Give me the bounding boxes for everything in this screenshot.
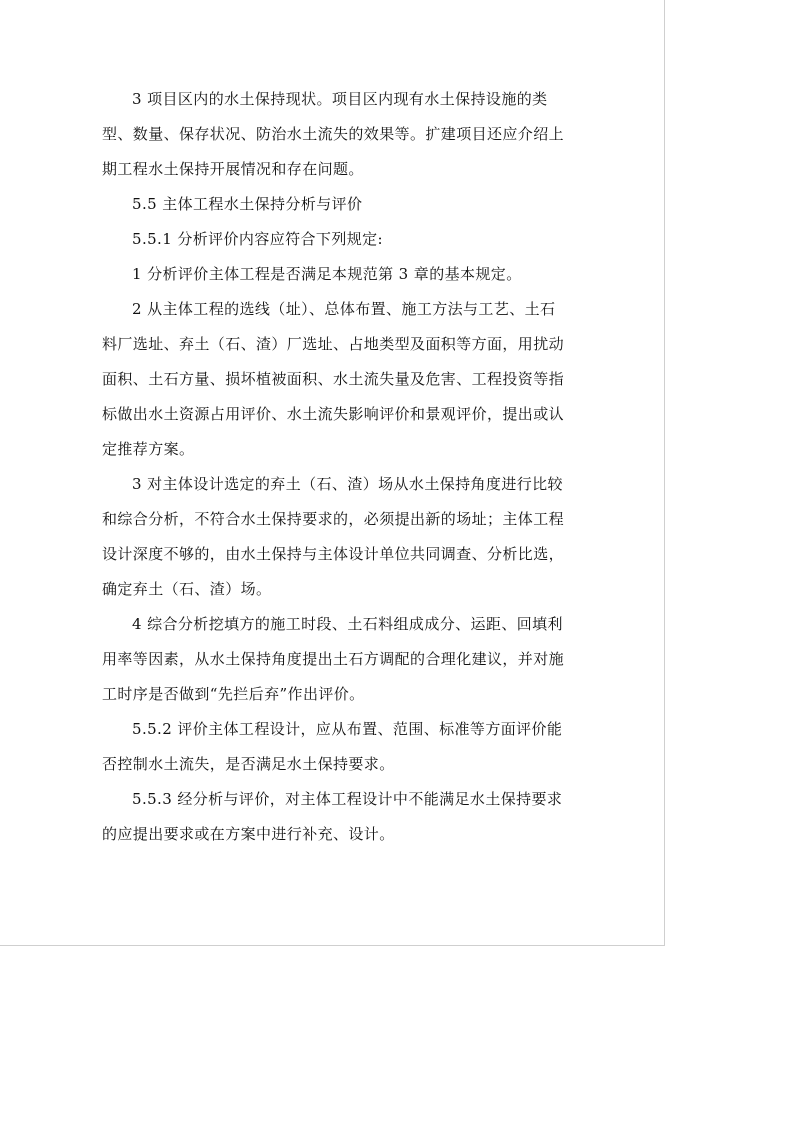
text-line: 料厂选址、弃土（石、渣）厂选址、占地类型及面积等方面，用扰动 xyxy=(102,335,565,353)
text-line: 面积、土石方量、损坏植被面积、水土流失量及危害、工程投资等指 xyxy=(102,370,565,388)
section-heading: 5.5 主体工程水土保持分析与评价 xyxy=(132,195,363,213)
text-line: 的应提出要求或在方案中进行补充、设计。 xyxy=(102,825,395,843)
text-line: 型、数量、保存状况、防治水土流失的效果等。扩建项目还应介绍上 xyxy=(102,125,565,143)
text-line: 3 对主体设计选定的弃土（石、渣）场从水土保持角度进行比较 xyxy=(132,475,563,493)
clause-heading: 5.5.2 评价主体工程设计，应从布置、范围、标准等方面评价能 xyxy=(132,720,563,738)
clause-heading: 5.5.1 分析评价内容应符合下列规定: xyxy=(132,230,383,248)
text-line: 和综合分析，不符合水土保持要求的，必须提出新的场址；主体工程 xyxy=(102,510,565,528)
text-line: 用率等因素，从水土保持角度提出土石方调配的合理化建议，并对施 xyxy=(102,650,565,668)
text-line: 否控制水土流失，是否满足水土保持要求。 xyxy=(102,755,395,773)
text-line: 工时序是否做到“先拦后弃”作出评价。 xyxy=(102,685,365,703)
clause-heading: 5.5.3 经分析与评价，对主体工程设计中不能满足水土保持要求 xyxy=(132,790,563,808)
text-line: 2 从主体工程的选线（址）、总体布置、施工方法与工艺、土石 xyxy=(132,300,556,318)
text-line: 4 综合分析挖填方的施工时段、土石料组成成分、运距、回填利 xyxy=(132,615,563,633)
text-line: 设计深度不够的，由水土保持与主体设计单位共同调查、分析比选， xyxy=(102,545,565,563)
text-line: 标做出水土资源占用评价、水土流失影响评价和景观评价，提出或认 xyxy=(102,405,565,423)
text-line: 定推荐方案。 xyxy=(102,440,195,458)
text-line: 1 分析评价主体工程是否满足本规范第 3 章的基本规定。 xyxy=(132,265,522,283)
text-line: 3 项目区内的水土保持现状。项目区内现有水土保持设施的类 xyxy=(132,90,548,108)
text-line: 确定弃土（石、渣）场。 xyxy=(102,580,272,598)
text-line: 期工程水土保持开展情况和存在问题。 xyxy=(102,160,364,178)
